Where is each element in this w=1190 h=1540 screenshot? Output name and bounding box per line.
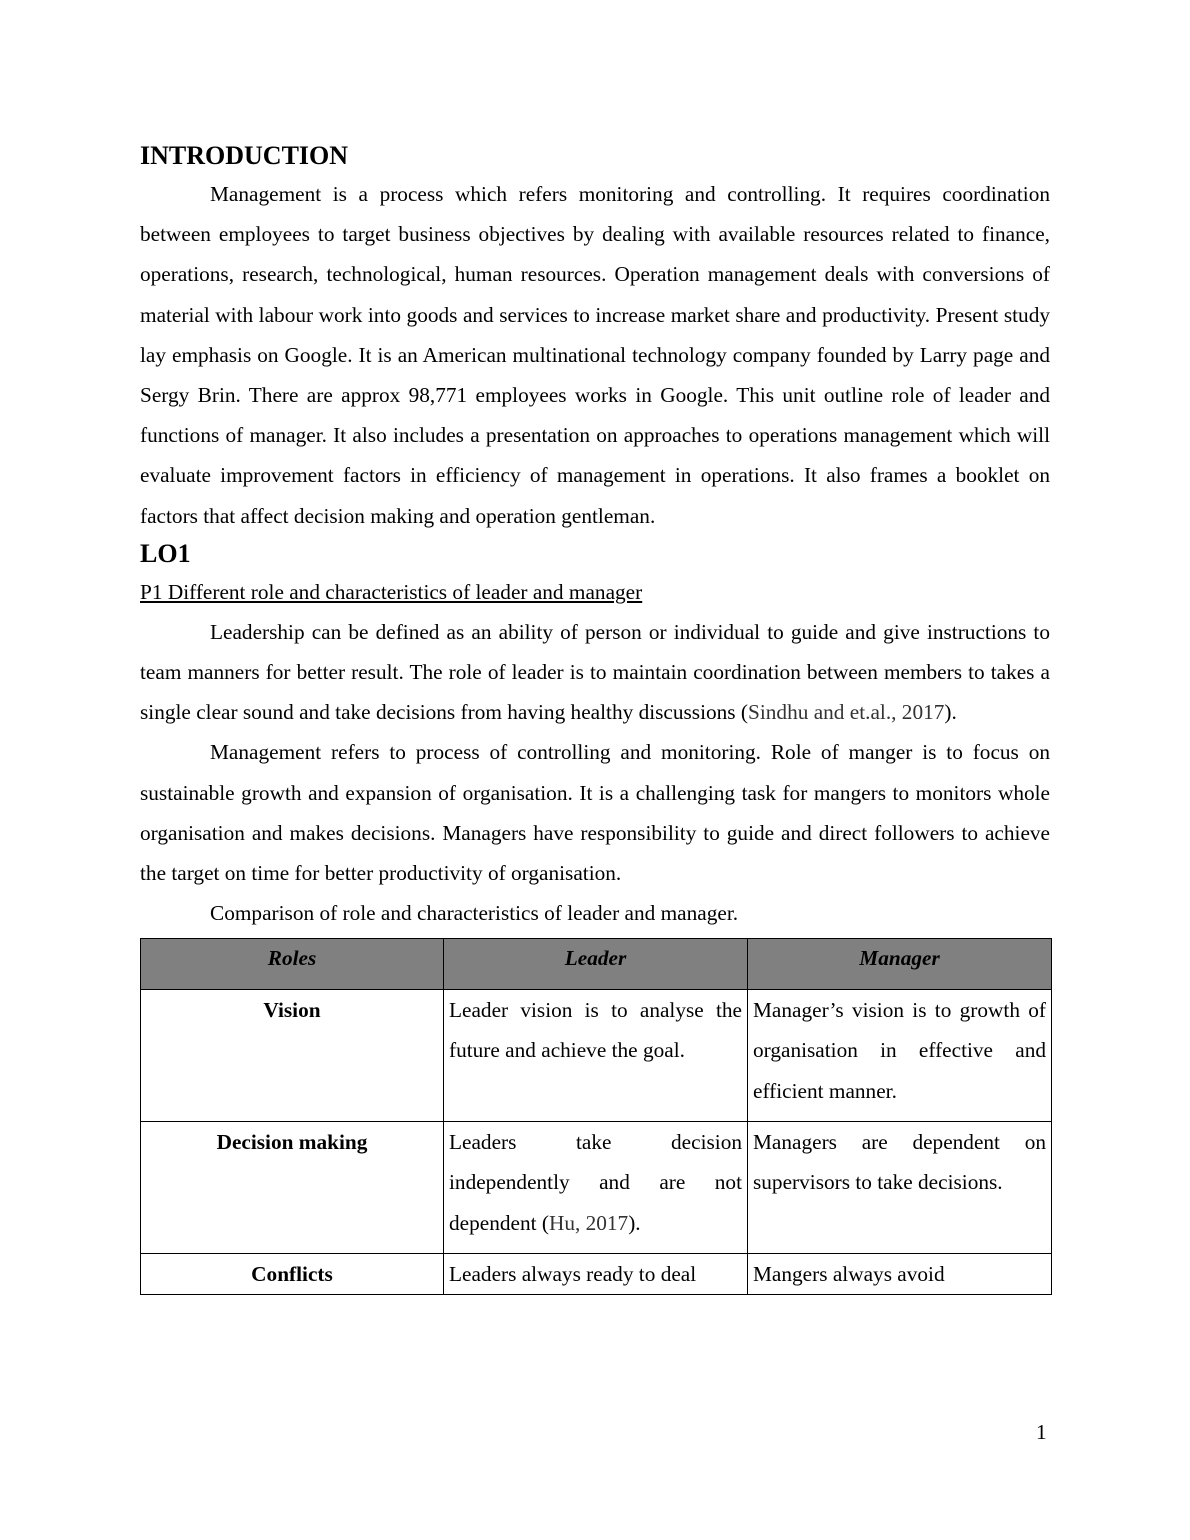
management-paragraph: Management refers to process of controlling and monitoring. Role of manger is to focus on sustainable growth and expansion of organisation. It is a challenging task for mangers to monitors whole organisation and makes decisions. Managers have responsibility to guide and direct followers to achieve the target on time for better productivity of organisation. — [140, 740, 1050, 886]
role-cell: Vision — [141, 990, 444, 1122]
manager-cell: Managers are dependent on supervisors to take decisions. — [748, 1122, 1052, 1254]
role-cell: Decision making — [141, 1122, 444, 1254]
table-caption: Comparison of role and characteristics of leader and manager. — [210, 901, 739, 926]
leadership-text: Leadership can be defined as an ability of person or individual to guide and give instructions to team manners for better result. The role of leader is to maintain coordination between members to takes a single clear sound and take decisions from having healthy discussions ( — [140, 619, 1050, 725]
leader-cell-text: Leaders take decision independently and are not dependent ( — [449, 1130, 742, 1235]
manager-cell: Manager’s vision is to growth of organisation in effective and efficient manner. — [748, 990, 1052, 1122]
leader-cell — [444, 1122, 748, 1254]
header-manager: Manager — [748, 939, 1052, 990]
table-row — [141, 1254, 1052, 1295]
document-page — [140, 138, 1050, 1295]
citation-sindhu: Sindhu and et.al., 2017 — [748, 700, 945, 725]
role-cell: Conflicts — [141, 1254, 444, 1295]
leadership-end: ). — [944, 700, 957, 725]
introduction-paragraph: Management is a process which refers monitoring and controlling. It requires coordination between employees to target business objectives by dealing with available resources related to finance, operations, research, technological, human resources. Operation management deals with conversions of material with labour work into goods and services to increase market share and productivity. Present study lay emphasis on Google. It is an American multinational technology company founded by Larry page and Sergy Brin. There are approx 98,771 employees works in Google. This unit outline role of leader and functions of manager. It also includes a presentation on approaches to operations management which will evaluate improvement factors in efficiency of management in operations. It also frames a booklet on factors that affect decision making and operation gentleman. — [140, 182, 1050, 528]
leader-cell: Leaders always ready to deal — [444, 1254, 748, 1295]
page-number: 1 — [1036, 1420, 1047, 1444]
table-header-row — [141, 939, 1052, 990]
header-leader: Leader — [444, 939, 748, 990]
leader-cell: Leader vision is to analyse the future and achieve the goal. — [444, 990, 748, 1122]
citation-hu: Hu, 2017 — [548, 1210, 629, 1235]
table-row — [141, 990, 1052, 1122]
header-roles: Roles — [141, 939, 444, 990]
table-row — [141, 1122, 1052, 1254]
leadership-paragraph — [140, 612, 1050, 733]
introduction-heading: INTRODUCTION — [140, 141, 349, 170]
lo1-heading: LO1 — [140, 538, 191, 568]
p1-subheading: P1 Different role and characteristics of leader and manager — [140, 579, 643, 604]
leader-cell-end: ). — [628, 1210, 641, 1235]
manager-cell: Mangers always avoid — [748, 1254, 1052, 1295]
comparison-table — [140, 938, 1052, 1295]
